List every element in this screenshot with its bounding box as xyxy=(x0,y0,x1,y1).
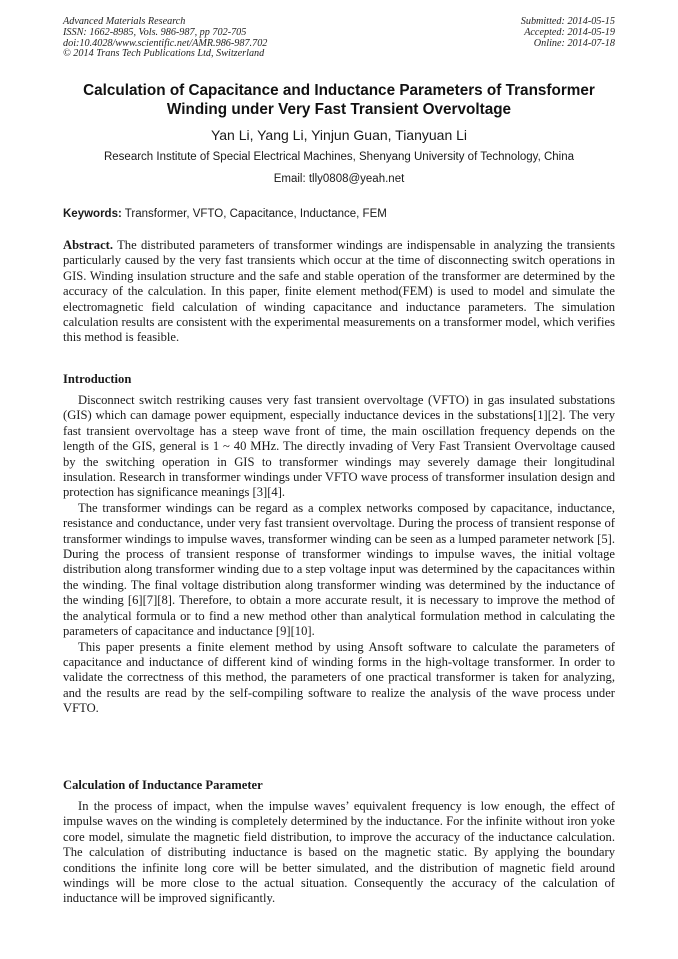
author-list: Yan Li, Yang Li, Yinjun Guan, Tianyuan Li xyxy=(210,127,468,143)
title-line-2: Winding under Very Fast Transient Overvoltage xyxy=(166,100,512,118)
doi-line: doi:10.4028/www.scientific.net/AMR.986-987.702 xyxy=(63,37,268,49)
introduction-body xyxy=(63,393,615,717)
inductance-paragraph-1: In the process of impact, when the impulse waves’ equivalent frequency is low enough, the effect of impulse waves on the winding is completely determined by the inductance. For the infinite without iron yoke core model, simulate the magnetic field distribution, to improve the accuracy of the inductance calculation. The calculation of distributing inductance is based on the magnetic static. By applying the boundary conditions the infinite long core will be better simulated, and the distribution of magnetic field around windings will be more close to the actual situation. Consequently the accuracy of the calculation of inductance will be improved significantly. xyxy=(63,799,615,906)
abstract-label: Abstract. xyxy=(63,238,114,252)
abstract-text: The distributed parameters of transformer windings are indispensable in analyzing the transients particularly caused by the very fast transients which occur at the time of disconnecting switch operations in GIS. Winding insulation structure and the safe and stable operation of the transformer are determined by the accuracy of the calculation. In this paper, finite element method(FEM) is used to model and simulate the electromagnetic field calculation of winding capacitance and inductance parameters. The simulation calculation results are consistent with the experimental measurements on a transformer model, which verifies this method is feasible. xyxy=(63,238,615,345)
title-line-1: Calculation of Capacitance and Inductance Parameters of Transformer xyxy=(83,82,595,99)
copyright-line: © 2014 Trans Tech Publications Ltd, Switzerland xyxy=(63,48,265,60)
abstract xyxy=(63,238,615,346)
keywords-text: Transformer, VFTO, Capacitance, Inductance, FEM xyxy=(121,208,387,220)
keywords xyxy=(63,207,615,221)
inductance-body xyxy=(63,799,615,907)
publication-dates xyxy=(395,17,615,49)
online-date: Online: 2014-07-18 xyxy=(533,37,615,49)
contact-email: Email: tlly0808@yeah.net xyxy=(273,173,405,185)
keywords-label: Keywords: xyxy=(63,208,122,220)
paper-title xyxy=(50,82,628,119)
section-heading-inductance: Calculation of Inductance Parameter xyxy=(63,778,263,792)
section-heading-introduction: Introduction xyxy=(63,372,132,386)
issn-line: ISSN: 1662-8985, Vols. 986-987, pp 702-705 xyxy=(63,26,247,38)
journal-info xyxy=(63,17,383,60)
affiliation: Research Institute of Special Electrical Machines, Shenyang University of Technology, China xyxy=(103,151,575,163)
introduction-paragraph-3: This paper presents a finite element method by using Ansoft software to calculate the parameters of capacitance and inductance of different kind of winding forms in the high-voltage transformer. In order to validate the correctness of this method, the parameters of one practical transformer is taken for analyzing, and the results are read by the self-compiling software to realize the analysis of the wave process under VFTO. xyxy=(63,639,615,716)
journal-name: Advanced Materials Research xyxy=(63,16,186,27)
introduction-paragraph-1: Disconnect switch restriking causes very fast transient overvoltage (VFTO) in gas insulated substations (GIS) which can damage power equipment, especially inductance devices in the substations[1][2]. The very fast transient overvoltage has a steep wave front of time, the main oscillation frequency depends on the length of the GIS, general is 1 ~ 40 MHz. The directly invading of Very Fast Transient Overvoltage caused by the switching operation in GIS to transformer windings may severely damage their longitudinal insulation. Research in transformer windings under VFTO wave process of transformer insulation design and protection has significance meanings [3][4]. xyxy=(63,393,615,500)
introduction-paragraph-2: The transformer windings can be regard as a complex networks composed by capacitance, inductance, resistance and conductance, under very fast transient overvoltage. During the process of transient response of transformer windings to impulse waves, transformer winding can be seen as a lumped parameter network [5]. During the process of transient response of transformer windings to impulse waves, the initial voltage distribution along transformer winding due to a step voltage input was determined by the capacitances within the winding. The final voltage distribution along transformer winding was determined by the inductance of the winding [6][7][8]. Therefore, to obtain a more accurate result, it is necessary to improve the method of the analytical formula or to find a new method other than analytical formulation method in calculating the parameters of capacitance and inductance [9][10]. xyxy=(63,500,615,639)
submitted-date: Submitted: 2014-05-15 xyxy=(520,16,615,27)
accepted-date: Accepted: 2014-05-19 xyxy=(524,26,615,38)
